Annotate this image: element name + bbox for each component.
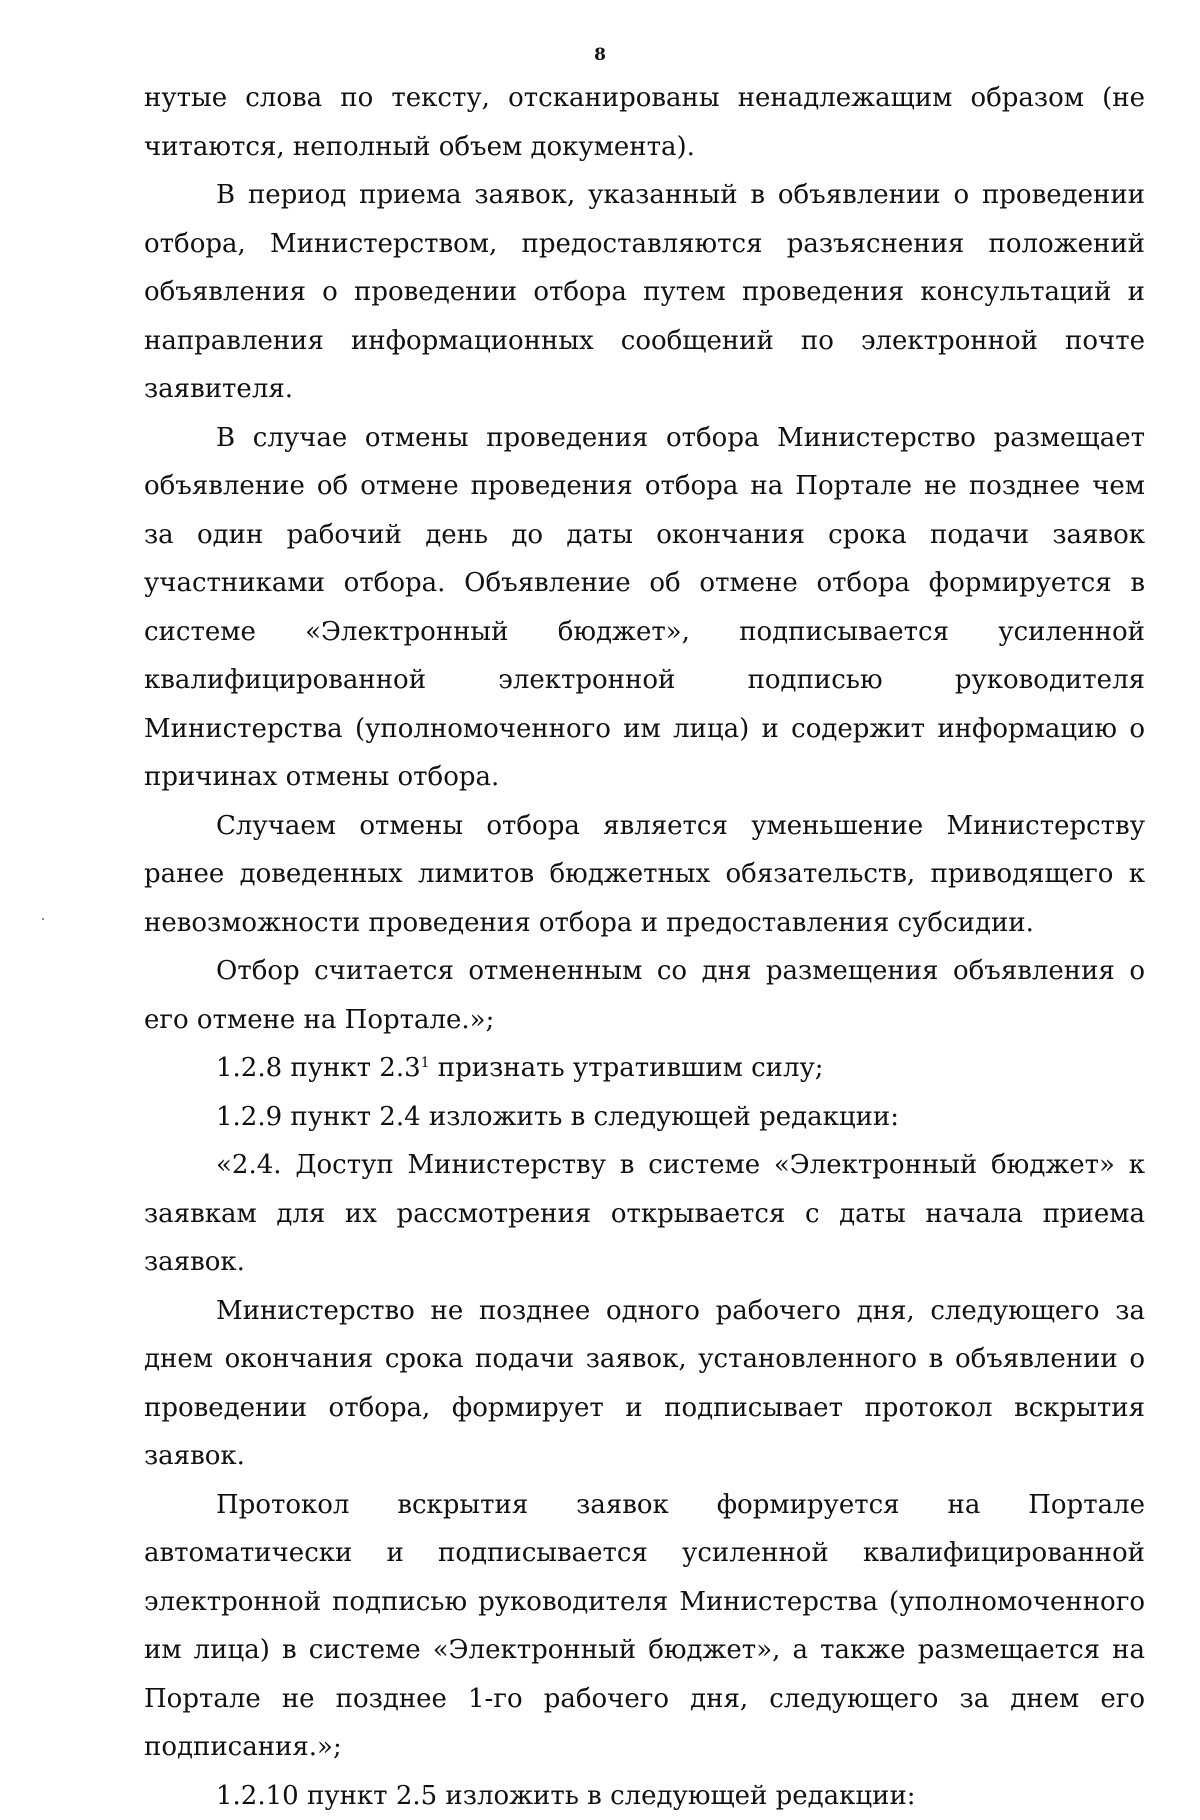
paragraph-item-1-2-10: 1.2.10 пункт 2.5 изложить в следующей редакции:: [144, 1772, 1145, 1820]
paragraph-cancellation-case: Случаем отмены отбора является уменьшение Министерству ранее доведенных лимитов бюджетных обязательств, приводящего к невозможности проведения отбора и предоставления субсидии.: [144, 802, 1145, 948]
paragraph-item-1-2-9: 1.2.9 пункт 2.4 изложить в следующей редакции:: [144, 1093, 1145, 1142]
scan-speck: [42, 918, 44, 920]
paragraph-cancelled-from: Отбор считается отмененным со дня размещения объявления о его отмене на Портале.»;: [144, 947, 1145, 1044]
item-1-2-8-text-after: признать утратившим силу;: [430, 1053, 824, 1083]
paragraph-protocol-signing: Протокол вскрытия заявок формируется на Портале автоматически и подписывается усиленной квалифицированной электронной подписью руководителя Министерства (уполномоченного им лица) в системе «Электронный бюджет», а также размещается на Портале не позднее 1-го рабочего дня, следующего за днем его подписания.»;: [144, 1481, 1145, 1772]
document-body: [144, 74, 1145, 1820]
paragraph-cancellation: В случае отмены проведения отбора Министерство размещает объявление об отмене проведения отбора на Портале не позднее чем за один рабочий день до даты окончания срока подачи заявок участниками отбора. Объявление об отмене отбора формируется в системе «Электронный бюджет», подписывается усиленной квалифицированной электронной подписью руководителя Министерства (уполномоченного им лица) и содержит информацию о причинах отмены отбора.: [144, 414, 1145, 802]
paragraph-continuation: нутые слова по тексту, отсканированы ненадлежащим образом (не читаются, неполный объем документа).: [144, 74, 1145, 171]
page-number: 8: [0, 45, 1200, 65]
paragraph-opening-protocol: Министерство не позднее одного рабочего дня, следующего за днем окончания срока подачи заявок, установленного в объявлении о проведении отбора, формирует и подписывает протокол вскрытия заявок.: [144, 1287, 1145, 1481]
item-1-2-8-text-before: 1.2.8 пункт 2.3: [216, 1053, 421, 1083]
paragraph-item-1-2-8: [144, 1044, 1145, 1093]
item-1-2-8-superscript: 1: [421, 1055, 430, 1071]
paragraph-consultations: В период приема заявок, указанный в объявлении о проведении отбора, Министерством, предоставляются разъяснения положений объявления о проведении отбора путем проведения консультаций и направления информационных сообщений по электронной почте заявителя.: [144, 171, 1145, 414]
paragraph-clause-2-4: «2.4. Доступ Министерству в системе «Электронный бюджет» к заявкам для их рассмотрения открывается с даты начала приема заявок.: [144, 1141, 1145, 1287]
